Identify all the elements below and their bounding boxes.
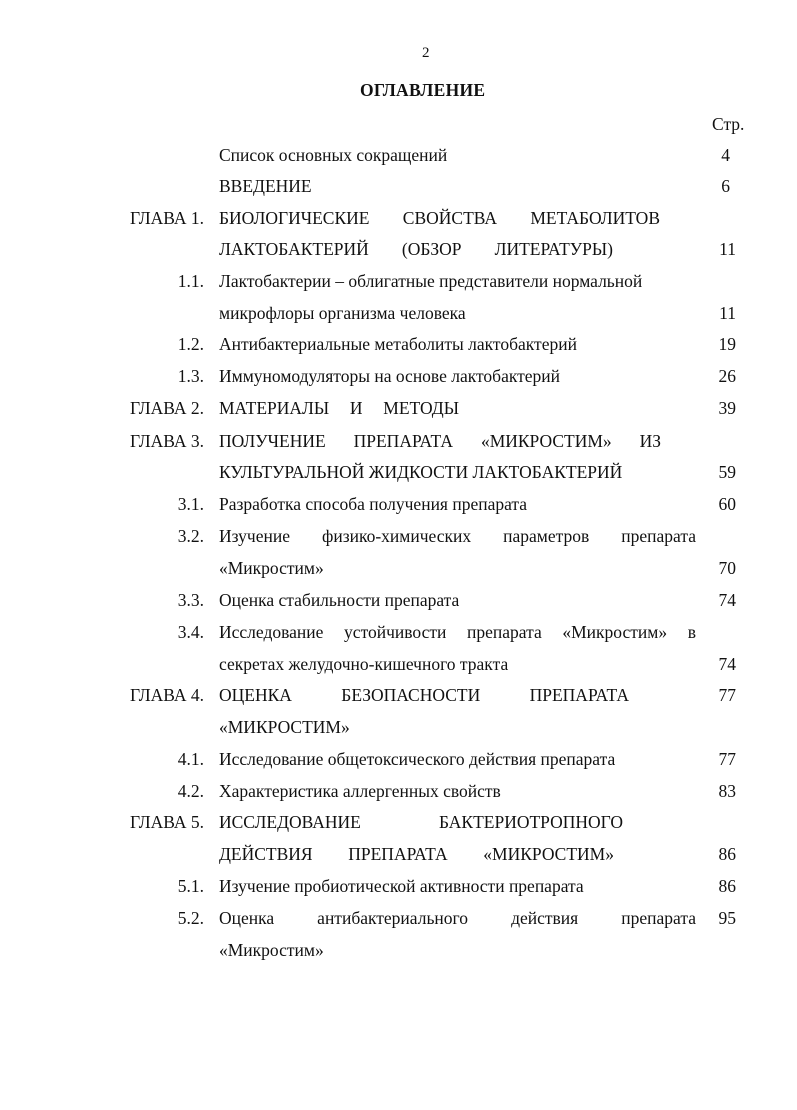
section-3-3-title: Оценка стабильности препарата [219,590,460,610]
word: «МИКРОСТИМ» [480,431,612,451]
section-4-2-label: 4.2. [177,781,204,801]
word: ИЗ [639,431,661,451]
chapter-4-label: ГЛАВА 4. [129,685,204,705]
section-5-2-title-line2: «Микростим» [219,940,324,960]
word: действия [511,908,579,928]
word: Изучение [219,526,290,546]
section-5-2-label: 5.2. [177,908,204,928]
word: антибактериального [317,908,469,928]
word: устойчивости [344,622,447,642]
word: БАКТЕРИОТРОПНОГО [438,812,623,832]
section-4-2-title: Характеристика аллергенных свойств [219,781,501,801]
word: СВОЙСТВА [402,208,497,228]
chapter-1-title-line2 [219,239,613,259]
chapter-1-page: 11 [719,239,736,259]
section-1-1-title-line2: микрофлоры организма человека [219,303,466,323]
section-3-2-page: 70 [718,558,736,578]
section-4-1-page: 77 [718,749,736,769]
word: ПРЕПАРАТА [348,844,448,864]
section-3-1-label: 3.1. [177,494,204,514]
word: ЛИТЕРАТУРЫ) [494,239,613,259]
chapter-2-label: ГЛАВА 2. [129,398,204,418]
section-3-3-page: 74 [718,590,736,610]
word: Оценка [219,908,275,928]
chapter-1-label: ГЛАВА 1. [129,208,204,228]
section-1-3-page: 26 [718,366,736,386]
section-1-3-title: Иммуномодуляторы на основе лактобактерий [219,366,561,386]
word: ПОЛУЧЕНИЕ [219,431,326,451]
chapter-4-title-line2: «МИКРОСТИМ» [219,717,350,737]
word: ПРЕПАРАТА [353,431,454,451]
toc-abbreviations: Список основных сокращений [219,145,448,165]
chapter-2-title [219,398,459,418]
section-4-1-label: 4.1. [177,749,204,769]
page-column-header: Стр. [712,114,745,134]
section-5-1-label: 5.1. [177,876,204,896]
section-3-4-page: 74 [718,654,736,674]
section-1-2-label: 1.2. [177,334,204,354]
word: «МИКРОСТИМ» [483,844,614,864]
word: МЕТОДЫ [383,398,459,418]
chapter-3-label: ГЛАВА 3. [129,431,204,451]
section-5-2-title-line1 [219,908,696,928]
chapter-5-page: 86 [718,844,736,864]
chapter-3-title-line2: КУЛЬТУРАЛЬНОЙ ЖИДКОСТИ ЛАКТОБАКТЕРИЙ [219,462,623,482]
section-3-2-title-line2: «Микростим» [219,558,324,578]
section-3-3-label: 3.3. [177,590,204,610]
word: ПРЕПАРАТА [529,685,629,705]
chapter-2-page: 39 [718,398,736,418]
word: параметров [503,526,590,546]
chapter-3-title-line1 [219,431,661,451]
toc-introduction-page: 6 [721,176,730,196]
word: ИССЛЕДОВАНИЕ [219,812,361,832]
section-4-1-title: Исследование общетоксического действия препарата [219,749,616,769]
section-1-3-label: 1.3. [177,366,204,386]
word: МЕТАБОЛИТОВ [530,208,660,228]
chapter-5-label: ГЛАВА 5. [129,812,204,832]
section-3-4-title-line1 [219,622,696,642]
chapter-4-title-line1 [219,685,629,705]
chapter-4-page: 77 [718,685,736,705]
word: ДЕЙСТВИЯ [219,844,313,864]
word: препарата [621,908,696,928]
word: ЛАКТОБАКТЕРИЙ [219,239,369,259]
word: (ОБЗОР [401,239,462,259]
word: в [687,622,696,642]
word: «Микростим» [562,622,668,642]
section-4-2-page: 83 [718,781,736,801]
toc-abbreviations-page: 4 [721,145,730,165]
word: Исследование [219,622,324,642]
section-3-2-title-line1 [219,526,696,546]
section-1-1-label: 1.1. [177,271,204,291]
section-3-1-title: Разработка способа получения препарата [219,494,528,514]
section-1-2-title: Антибактериальные метаболиты лактобактерий [219,334,577,354]
chapter-5-title-line1 [219,812,623,832]
chapter-1-title-line1 [219,208,660,228]
toc-introduction: ВВЕДЕНИЕ [219,176,312,196]
word: препарата [621,526,696,546]
section-5-1-page: 86 [718,876,736,896]
chapter-5-title-line2 [219,844,614,864]
page-title: ОГЛАВЛЕНИЕ [360,80,486,100]
page-number: 2 [422,45,430,61]
section-1-1-page: 11 [719,303,736,323]
word: И [349,398,363,418]
word: физико-химических [322,526,472,546]
word: ОЦЕНКА [219,685,292,705]
section-3-4-label: 3.4. [177,622,204,642]
word: БЕЗОПАСНОСТИ [341,685,481,705]
word: БИОЛОГИЧЕСКИЕ [219,208,370,228]
chapter-3-page: 59 [718,462,736,482]
section-3-4-title-line2: секретах желудочно-кишечного тракта [219,654,509,674]
section-5-1-title: Изучение пробиотической активности препарата [219,876,584,896]
section-1-1-title-line1: Лактобактерии – облигатные представители нормальной [219,271,643,291]
section-1-2-page: 19 [718,334,736,354]
word: МАТЕРИАЛЫ [219,398,330,418]
section-5-2-page: 95 [718,908,736,928]
section-3-1-page: 60 [718,494,736,514]
section-3-2-label: 3.2. [177,526,204,546]
word: препарата [467,622,542,642]
